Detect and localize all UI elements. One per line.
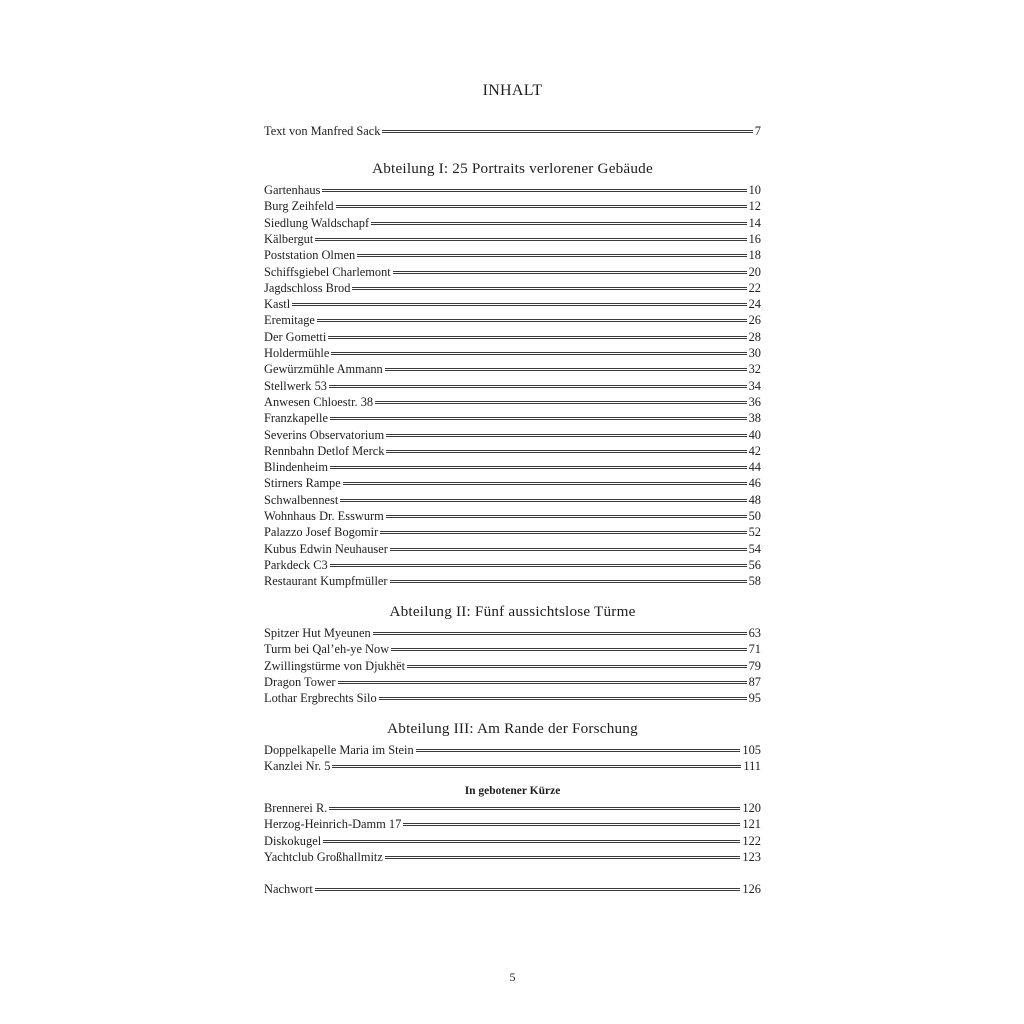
toc-entry-title: Stirners Rampe	[264, 476, 341, 491]
dot-leader	[322, 189, 746, 192]
toc-entry-page: 87	[748, 674, 761, 689]
toc-entry	[264, 296, 761, 312]
toc-entry-title: Kälbergut	[264, 231, 314, 246]
toc-entry	[264, 427, 761, 443]
toc-entry-page: 54	[748, 541, 761, 556]
toc-entry	[264, 833, 761, 849]
dot-leader	[390, 580, 747, 583]
toc-entry-page: 44	[748, 460, 761, 475]
toc-entry	[264, 508, 761, 524]
toc-entry	[264, 674, 761, 690]
toc-entry-title: Palazzo Josef Bogomir	[264, 525, 379, 540]
dot-leader	[323, 840, 740, 843]
toc-entry-title: Dragon Tower	[264, 674, 336, 689]
toc-entry	[264, 475, 761, 491]
toc-entry	[264, 758, 761, 774]
dot-leader	[329, 385, 747, 388]
dot-leader	[338, 681, 747, 684]
toc-entry-title: Kastl	[264, 297, 291, 312]
toc-entry-page: 36	[748, 394, 761, 409]
toc-entry	[264, 329, 761, 345]
dot-leader	[386, 450, 746, 453]
toc-entry-page: 120	[742, 801, 761, 815]
toc-entry-page: 52	[748, 525, 761, 540]
dot-leader	[385, 368, 747, 371]
section-heading: Abteilung III: Am Rande der Forschung	[387, 720, 638, 737]
toc-entry	[264, 524, 761, 540]
toc-entry-title: Kubus Edwin Neuhauser	[264, 541, 388, 556]
toc-entry-title: Franzkapelle	[264, 411, 328, 426]
toc-entry	[264, 410, 761, 426]
toc-title: INHALT	[482, 82, 543, 99]
toc-entry-title: Jagdschloss Brod	[264, 280, 351, 295]
dot-leader	[403, 823, 740, 826]
toc-entry	[264, 378, 761, 394]
toc-entry	[264, 816, 761, 832]
toc-entry-page: 32	[748, 362, 761, 377]
toc-entry-page: 38	[748, 411, 761, 426]
dot-leader	[385, 856, 741, 859]
toc-entry-page: 123	[742, 849, 761, 864]
toc-entry	[264, 492, 761, 508]
toc-entry-title: Severins Observatorium	[264, 427, 385, 442]
toc-entry-page: 10	[748, 183, 761, 197]
toc-entry-page: 122	[742, 833, 761, 848]
dot-leader	[330, 466, 747, 469]
toc-entry	[264, 800, 761, 816]
toc-entry	[264, 573, 761, 589]
toc-entry-page: 48	[748, 492, 761, 507]
toc-entry	[264, 849, 761, 865]
toc-entry-title: Kanzlei Nr. 5	[264, 759, 331, 774]
toc-entry-page: 28	[748, 329, 761, 344]
dot-leader	[393, 271, 747, 274]
toc-entry-page: 18	[748, 248, 761, 263]
toc-entry	[264, 690, 761, 706]
toc-entry-title: Turm bei Qal’eh-ye Now	[264, 642, 390, 657]
toc-entry-title: Schwalbennest	[264, 492, 339, 507]
toc-entry-page: 111	[743, 759, 761, 774]
dot-leader	[336, 205, 747, 208]
toc-entry-title: Parkdeck C3	[264, 557, 328, 572]
toc-entry-title: Der Gometti	[264, 329, 327, 344]
dot-leader	[416, 749, 741, 752]
toc-entry-page: 56	[748, 557, 761, 572]
toc-entry	[264, 443, 761, 459]
toc-entry	[264, 231, 761, 247]
dot-leader	[375, 401, 747, 404]
dot-leader	[407, 665, 747, 668]
toc-entry-title: Text von Manfred Sack	[264, 124, 381, 138]
toc-entry-title: Blindenheim	[264, 460, 329, 475]
toc-entry-page: 71	[748, 642, 761, 657]
toc-entry-page: 30	[748, 346, 761, 360]
toc-entry-title: Herzog-Heinrich-Damm 17	[264, 817, 402, 832]
dot-leader	[315, 238, 746, 241]
toc-entry-title: Burg Zeihfeld	[264, 199, 334, 214]
toc-entry-page: 105	[742, 743, 761, 757]
toc-entry-page: 22	[748, 280, 761, 295]
dot-leader	[386, 515, 747, 518]
dot-leader	[331, 352, 746, 355]
toc-entry	[264, 625, 761, 641]
toc-entry-title: Nachwort	[264, 882, 313, 896]
toc-entry	[264, 280, 761, 296]
toc-page	[264, 0, 761, 1024]
dot-leader	[352, 287, 746, 290]
toc-entry	[264, 742, 761, 758]
dot-leader	[317, 319, 747, 322]
dot-leader	[292, 303, 746, 306]
toc-entry	[264, 641, 761, 657]
dot-leader	[330, 564, 747, 567]
toc-entry-title: Schiffsgiebel Charlemont	[264, 264, 391, 279]
toc-entry	[264, 215, 761, 231]
toc-entry-page: 26	[748, 313, 761, 328]
toc-entry-title: Gartenhaus	[264, 183, 321, 197]
dot-leader	[371, 222, 747, 225]
toc-entry	[264, 264, 761, 280]
toc-entry-page: 58	[748, 574, 761, 589]
dot-leader	[380, 531, 746, 534]
dot-leader	[340, 499, 746, 502]
dot-leader	[343, 482, 747, 485]
toc-entry-page: 79	[748, 658, 761, 673]
toc-entry-page: 34	[748, 378, 761, 393]
toc-entry	[264, 345, 761, 361]
toc-entry	[264, 658, 761, 674]
toc-entry	[264, 123, 761, 139]
dot-leader	[357, 254, 746, 257]
toc-entry-title: Lothar Ergbrechts Silo	[264, 691, 377, 706]
section-heading: Abteilung II: Fünf aussichtslose Türme	[389, 603, 636, 620]
toc-entry	[264, 557, 761, 573]
toc-entry-title: Spitzer Hut Myeunen	[264, 626, 371, 640]
page-number: 5	[509, 970, 516, 984]
toc-entry-page: 24	[748, 297, 761, 312]
toc-entry	[264, 541, 761, 557]
toc-entry-title: Anwesen Chloestr. 38	[264, 394, 374, 409]
toc-entry-title: Poststation Olmen	[264, 248, 356, 263]
toc-entry-page: 50	[748, 509, 761, 523]
toc-entry-page: 20	[748, 264, 761, 279]
dot-leader	[379, 697, 747, 700]
dot-leader	[328, 336, 746, 339]
toc-entry-title: Doppelkapelle Maria im Stein	[264, 743, 414, 757]
dot-leader	[391, 648, 746, 651]
toc-entry-page: 121	[742, 817, 761, 832]
dot-leader	[329, 807, 740, 810]
dot-leader	[315, 888, 741, 891]
toc-entry-title: Holdermühle	[264, 346, 330, 360]
toc-entry-title: Gewürzmühle Ammann	[264, 362, 383, 377]
toc-entry-page: 46	[748, 476, 761, 491]
dot-leader	[332, 765, 741, 768]
toc-entry-page: 14	[748, 215, 761, 230]
toc-entry-page: 63	[748, 626, 761, 640]
toc-entry-title: Restaurant Kumpfmüller	[264, 574, 388, 589]
section-heading: Abteilung I: 25 Portraits verlorener Gebäude	[372, 160, 653, 177]
toc-entry-title: Brennerei R.	[264, 801, 328, 815]
toc-entry-title: Diskokugel	[264, 833, 322, 848]
toc-entry-title: Wohnhaus Dr. Esswurm	[264, 509, 384, 523]
toc-entry	[264, 182, 761, 198]
toc-entry-title: Yachtclub Großhallmitz	[264, 849, 383, 864]
dot-leader	[390, 548, 747, 551]
toc-entry-title: Rennbahn Detlof Merck	[264, 443, 385, 458]
toc-entry-title: Eremitage	[264, 313, 315, 328]
dot-leader	[386, 434, 747, 437]
toc-entry	[264, 247, 761, 263]
dot-leader	[330, 417, 747, 420]
toc-entry-title: Stellwerk 53	[264, 378, 327, 393]
subsection-heading: In gebotener Kürze	[464, 785, 561, 797]
toc-entry-page: 40	[748, 427, 761, 442]
toc-entry	[264, 881, 761, 897]
toc-entry-page: 126	[742, 882, 761, 896]
toc-entry	[264, 198, 761, 214]
toc-entry	[264, 361, 761, 377]
toc-entry-title: Siedlung Waldschapf	[264, 215, 370, 230]
dot-leader	[373, 632, 747, 635]
toc-entry	[264, 459, 761, 475]
toc-entry	[264, 394, 761, 410]
toc-entry-page: 16	[748, 231, 761, 246]
toc-entry-page: 95	[748, 691, 761, 706]
toc-entry-page: 42	[748, 443, 761, 458]
toc-entry	[264, 312, 761, 328]
toc-entry-title: Zwillingstürme von Djukhët	[264, 658, 406, 673]
toc-entry-page: 7	[754, 124, 761, 138]
toc-entry-page: 12	[748, 199, 761, 214]
dot-leader	[382, 130, 752, 133]
